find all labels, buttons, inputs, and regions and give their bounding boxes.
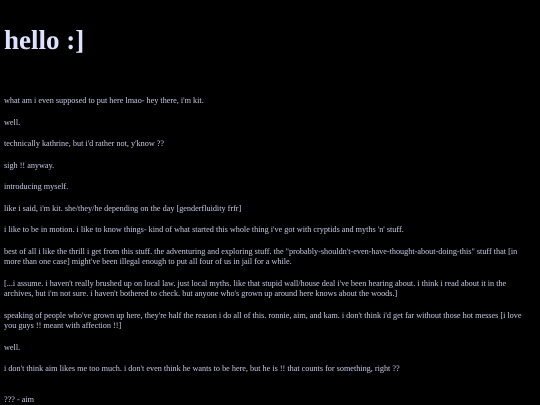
paragraph-well-2: well. [4,342,21,352]
paragraph-well: well. [4,117,21,127]
page-title: hello :] [4,25,85,55]
paragraph-aim: i don't think aim likes me too much. i don't even think he wants to be here, but he is !! that counts for something, right ?? [4,364,400,373]
post-body [4,96,534,405]
paragraph-law: [...i assume. i haven't really brushed up on local law. just local myths. like that stupid wall/house deal i've been hearing about. i think i read about it in the archives, but i'm not sure. i haven't bothered to check. but anyone who's grown up around here knows about the woods.] [4,278,507,298]
paragraph-pronouns: like i said, i'm kit. she/they/he depending on the day [genderfluidity frfr] [4,203,242,213]
paragraph-intro: what am i even supposed to put here lmao- hey there, i'm kit. [4,96,204,105]
paragraph-name: technically kathrine, but i'd rather not, y'know ?? [4,139,165,148]
paragraph-friends: speaking of people who've grown up here, they're half the reason i do all of this. ronnie, aim, and kam. i don't think i'd get far without those hot messes [i love you guys !! meant with affection !!] [4,310,522,330]
paragraph-thrill: best of all i like the thrill i get from this stuff. the adventuring and exploring stuff. the "probably-shouldn't-even-have-thought-about-doing-this" stuff that [in more than one case] might've been illegal enough to put all four of us in jail for a while. [4,246,518,266]
paragraph-motion: i like to be in motion. i like to know things- kind of what started this whole thing i've got with cryptids and myths 'n' stuff. [4,225,404,234]
paragraph-sigh: sigh !! anyway. [4,160,55,170]
paragraph-aim-reply: ??? - aim [4,394,34,404]
paragraph-introducing: introducing myself. [4,182,69,191]
